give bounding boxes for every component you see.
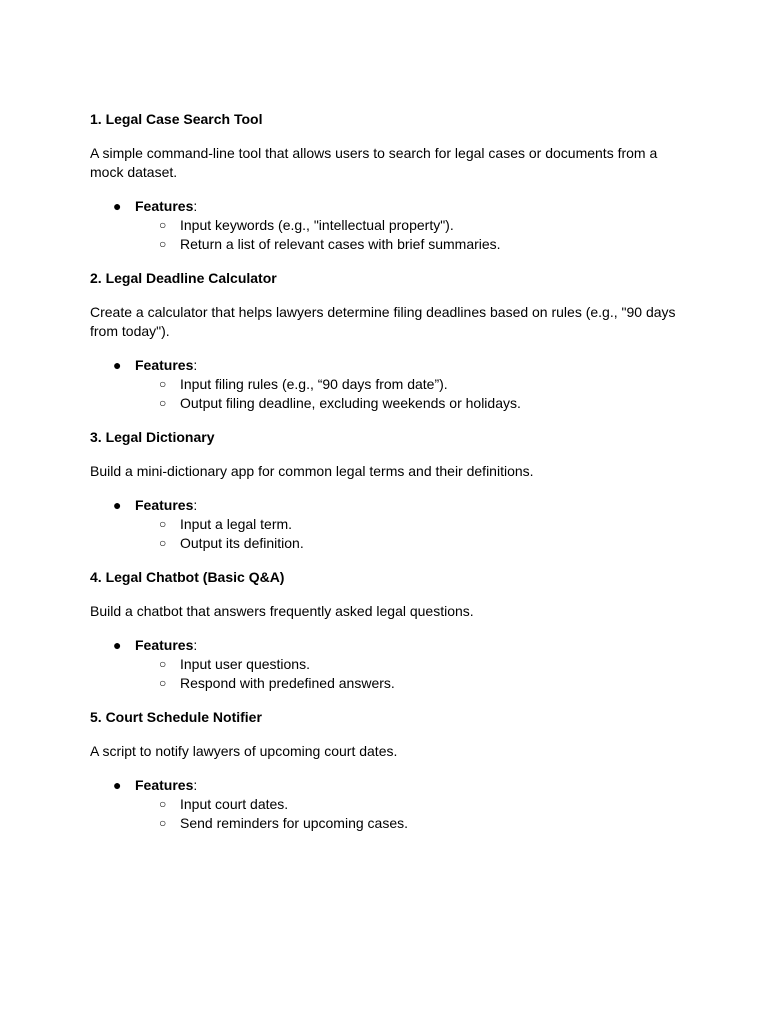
circle-bullet-icon: ○	[159, 657, 167, 671]
features-bullet	[90, 356, 680, 413]
features-label: Features	[135, 637, 194, 653]
feature-item	[135, 394, 635, 413]
section-description: Build a chatbot that answers frequently asked legal questions.	[90, 603, 474, 619]
section-heading: 2. Legal Deadline Calculator	[90, 270, 277, 286]
feature-item	[135, 814, 635, 833]
bullet-icon: ●	[113, 637, 122, 653]
feature-item-text: Input a legal term.	[180, 516, 293, 532]
section-heading: 3. Legal Dictionary	[90, 429, 215, 445]
feature-item	[135, 534, 635, 553]
section-description: Create a calculator that helps lawyers determine filing deadlines based on rules (e.g., "90 days from today").	[90, 304, 676, 339]
feature-item-text: Input keywords (e.g., "intellectual property").	[180, 217, 454, 233]
features-bullet	[90, 197, 680, 254]
section-description: Build a mini-dictionary app for common legal terms and their definitions.	[90, 463, 534, 479]
circle-bullet-icon: ○	[159, 797, 167, 811]
features-colon: :	[193, 777, 198, 793]
feature-item-text: Output its definition.	[180, 535, 304, 551]
section-legal-deadline-calculator	[90, 269, 680, 413]
feature-item	[135, 216, 635, 235]
section-heading: 1. Legal Case Search Tool	[90, 111, 263, 127]
feature-item-text: Send reminders for upcoming cases.	[180, 815, 408, 831]
features-colon: :	[193, 637, 198, 653]
bullet-icon: ●	[113, 777, 122, 793]
bullet-icon: ●	[113, 357, 122, 373]
bullet-icon: ●	[113, 497, 122, 513]
features-bullet	[90, 776, 680, 833]
section-legal-case-search-tool	[90, 110, 680, 254]
feature-item	[135, 674, 635, 693]
feature-sublist	[135, 515, 635, 553]
feature-sublist	[135, 795, 635, 833]
section-description: A script to notify lawyers of upcoming court dates.	[90, 743, 398, 759]
features-colon: :	[193, 357, 198, 373]
section-legal-chatbot	[90, 568, 680, 693]
feature-item	[135, 235, 635, 254]
features-colon: :	[193, 198, 198, 214]
circle-bullet-icon: ○	[159, 816, 167, 830]
feature-item-text: Output filing deadline, excluding weekends or holidays.	[180, 395, 521, 411]
section-heading: 5. Court Schedule Notifier	[90, 709, 262, 725]
feature-list	[90, 496, 680, 553]
feature-item-text: Respond with predefined answers.	[180, 675, 395, 691]
feature-item-text: Input user questions.	[180, 656, 310, 672]
feature-list	[90, 356, 680, 413]
section-description: A simple command-line tool that allows users to search for legal cases or documents from a mock dataset.	[90, 145, 658, 180]
circle-bullet-icon: ○	[159, 517, 167, 531]
feature-item	[135, 795, 635, 814]
features-bullet	[90, 496, 680, 553]
feature-list	[90, 636, 680, 693]
feature-list	[90, 197, 680, 254]
circle-bullet-icon: ○	[159, 377, 167, 391]
feature-item-text: Input filing rules (e.g., “90 days from date”).	[180, 376, 448, 392]
document-page	[90, 110, 680, 848]
circle-bullet-icon: ○	[159, 218, 167, 232]
feature-sublist	[135, 216, 635, 254]
feature-item	[135, 655, 635, 674]
features-label: Features	[135, 777, 194, 793]
features-label: Features	[135, 198, 194, 214]
bullet-icon: ●	[113, 198, 122, 214]
feature-sublist	[135, 375, 635, 413]
feature-item-text: Input court dates.	[180, 796, 289, 812]
circle-bullet-icon: ○	[159, 676, 167, 690]
feature-sublist	[135, 655, 635, 693]
features-label: Features	[135, 357, 194, 373]
circle-bullet-icon: ○	[159, 536, 167, 550]
circle-bullet-icon: ○	[159, 396, 167, 410]
section-legal-dictionary	[90, 428, 680, 553]
feature-list	[90, 776, 680, 833]
features-label: Features	[135, 497, 194, 513]
feature-item	[135, 515, 635, 534]
feature-item-text: Return a list of relevant cases with brief summaries.	[180, 236, 501, 252]
section-court-schedule-notifier	[90, 708, 680, 833]
section-heading: 4. Legal Chatbot (Basic Q&A)	[90, 569, 285, 585]
features-bullet	[90, 636, 680, 693]
features-colon: :	[193, 497, 198, 513]
circle-bullet-icon: ○	[159, 237, 167, 251]
feature-item	[135, 375, 635, 394]
